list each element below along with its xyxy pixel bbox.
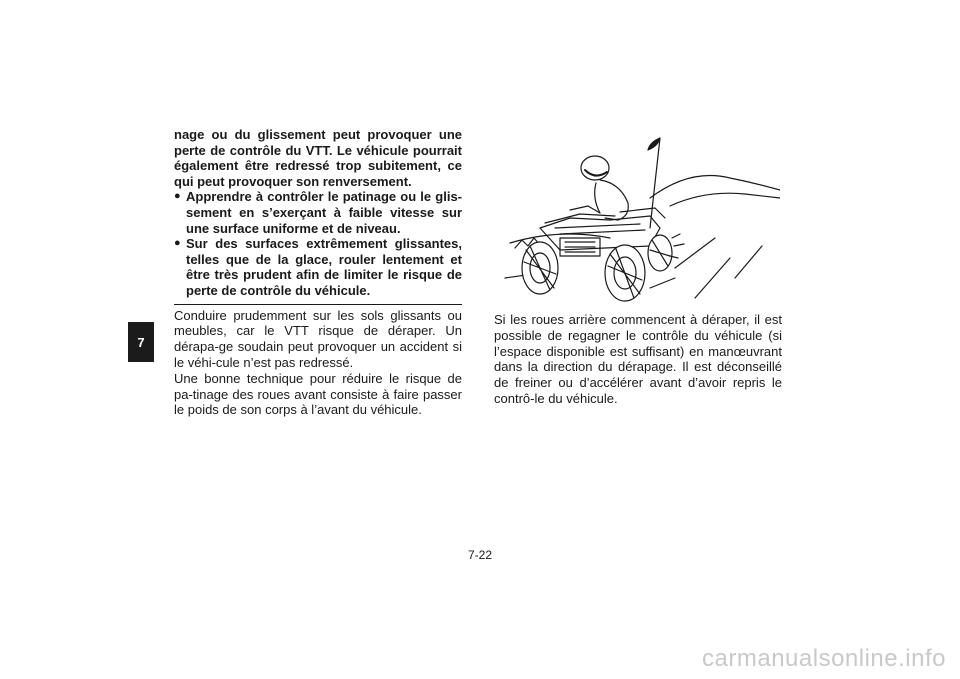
left-column [174, 127, 462, 418]
bullet-dot-icon: ● [174, 190, 181, 203]
warning-bullet [174, 189, 462, 236]
body-paragraph: Conduire prudemment sur les sols glissants ou meubles, car le VTT risque de déraper. Un dérapa-ge soudain peut provoquer un accident si le véhi-cule n’est pas redressé. [174, 307, 462, 370]
warning-bullet-text: Sur des surfaces extrêmement glissantes, telles que de la glace, rouler lentement et être très prudent afin de limiter le risque de perte de contrôle du véhicule. [186, 236, 462, 298]
warning-divider [174, 304, 462, 305]
warning-bullet [174, 236, 462, 298]
right-column [494, 312, 782, 407]
atv-rider-illustration [500, 128, 780, 308]
body-paragraph: Si les roues arrière commencent à déraper, il est possible de regagner le contrôle du véhicule (si l’espace disponible est suffisant) en manœuvrant dans la direction du dérapage. Il est déconseillé de freiner ou d’accélérer avant d’avoir repris le contrô-le du véhicule. [494, 312, 782, 406]
warning-block [174, 127, 462, 305]
warning-intro: nage ou du glissement peut provoquer une perte de contrôle du VTT. Le véhicule pourrait également être redressé trop subitement, ce qui peut provoquer son renversement. [174, 127, 462, 189]
body-paragraph: Une bonne technique pour réduire le risque de pa-tinage des roues avant consiste à faire passer le poids de son corps à l’avant du véhicule. [174, 370, 462, 418]
bullet-dot-icon: ● [174, 237, 181, 250]
chapter-tab [128, 322, 154, 362]
warning-bullet-text: Apprendre à contrôler le patinage ou le glis-sement en s’exerçant à faible vitesse sur une surface uniforme et de niveau. [186, 189, 462, 236]
chapter-number: 7 [137, 334, 145, 350]
page-number: 7-22 [467, 548, 493, 562]
watermark: carmanualsonline.info [702, 645, 946, 672]
